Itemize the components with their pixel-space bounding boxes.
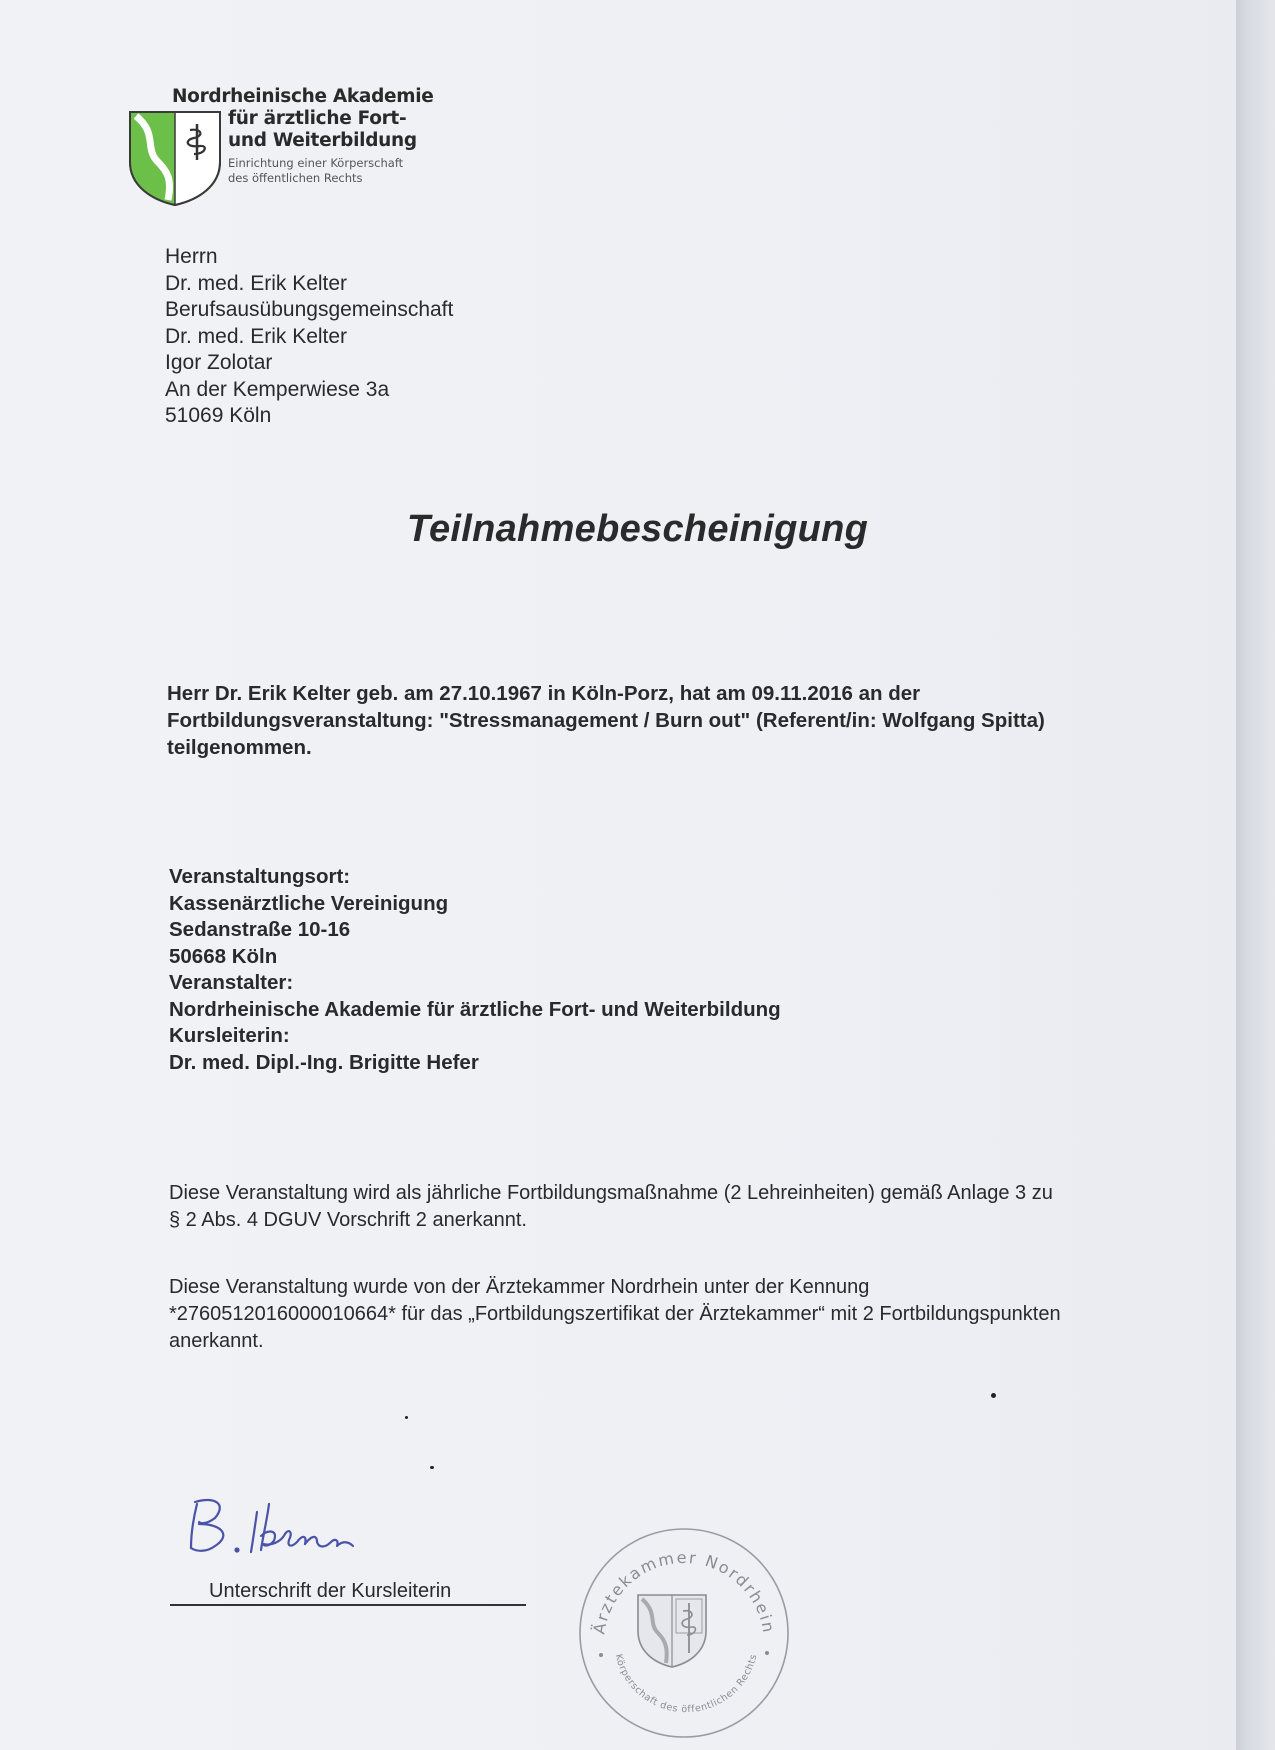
handwritten-signature	[185, 1490, 405, 1560]
certificate-statement: Herr Dr. Erik Kelter geb. am 27.10.1967 in Köln-Porz, hat am 09.11.2016 an der Fortbildungsveranstaltung: "Stressmanagement / Burn out" (Referent/in: Wolfgang Spitta) teilgenommen.	[167, 682, 1045, 759]
logo-line-2: für ärztliche Fort-	[228, 108, 407, 129]
address-line: Berufsausübungsgemeinschaft	[165, 298, 454, 321]
address-line: Dr. med. Erik Kelter	[165, 324, 348, 348]
recognition-note-aekno: Diese Veranstaltung wurde von der Ärztekammer Nordrhein unter der Kennung *2760512016000010664* für das „Fortbildungszertifikat der Ärztekammer“ mit 2 Fortbildungspunkten anerkannt.	[169, 1276, 1061, 1352]
recipient-address	[165, 244, 453, 430]
venue-street: Sedanstraße 10-16	[169, 918, 351, 941]
recognition-note-dguv: Diese Veranstaltung wird als jährliche Fortbildungsmaßnahme (2 Lehreinheiten) gemäß Anlage 3 zu § 2 Abs. 4 DGUV Vorschrift 2 anerkannt.	[169, 1182, 1053, 1231]
scan-speck	[405, 1416, 408, 1419]
course-leader-name: Dr. med. Dipl.-Ing. Brigitte Hefer	[169, 1050, 479, 1074]
organizer-label: Veranstalter:	[169, 971, 294, 994]
logo-subline-1: Einrichtung einer Körperschaft	[228, 156, 404, 170]
scan-speck	[991, 1393, 996, 1398]
address-line: Herrn	[165, 245, 218, 268]
academy-logo-text	[172, 86, 434, 186]
logo-line-3: und Weiterbildung	[228, 130, 417, 151]
signature-caption: Unterschrift der Kursleiterin	[209, 1580, 452, 1602]
address-line: An der Kemperwiese 3a	[165, 377, 390, 401]
logo-line-1: Nordrheinische Akademie	[172, 86, 434, 107]
venue-label: Veranstaltungsort:	[169, 865, 351, 888]
scan-speck	[430, 1466, 434, 1469]
venue-name: Kassenärztliche Vereinigung	[169, 891, 449, 915]
address-line: 51069 Köln	[165, 404, 272, 427]
paper-edge	[1236, 0, 1275, 1750]
logo-subline-2: des öffentlichen Rechts	[228, 171, 363, 185]
svg-text:Ärztekammer Nordrhein: Ärztekammer Nordrhein	[589, 1547, 779, 1636]
course-leader-label: Kursleiterin:	[169, 1024, 290, 1047]
address-line: Dr. med. Erik Kelter	[165, 271, 348, 295]
address-line: Igor Zolotar	[165, 351, 273, 374]
signature-line	[170, 1604, 526, 1606]
venue-city: 50668 Köln	[169, 944, 278, 968]
organizer-name: Nordrheinische Akademie für ärztliche Fort- und Weiterbildung	[169, 997, 781, 1021]
event-details	[169, 864, 781, 1076]
document-title: Teilnahmebescheinigung	[406, 508, 869, 550]
svg-text:Körperschaft des öffentlichen: Körperschaft des öffentlichen Rechts	[612, 1652, 760, 1716]
official-stamp-icon	[576, 1525, 792, 1741]
